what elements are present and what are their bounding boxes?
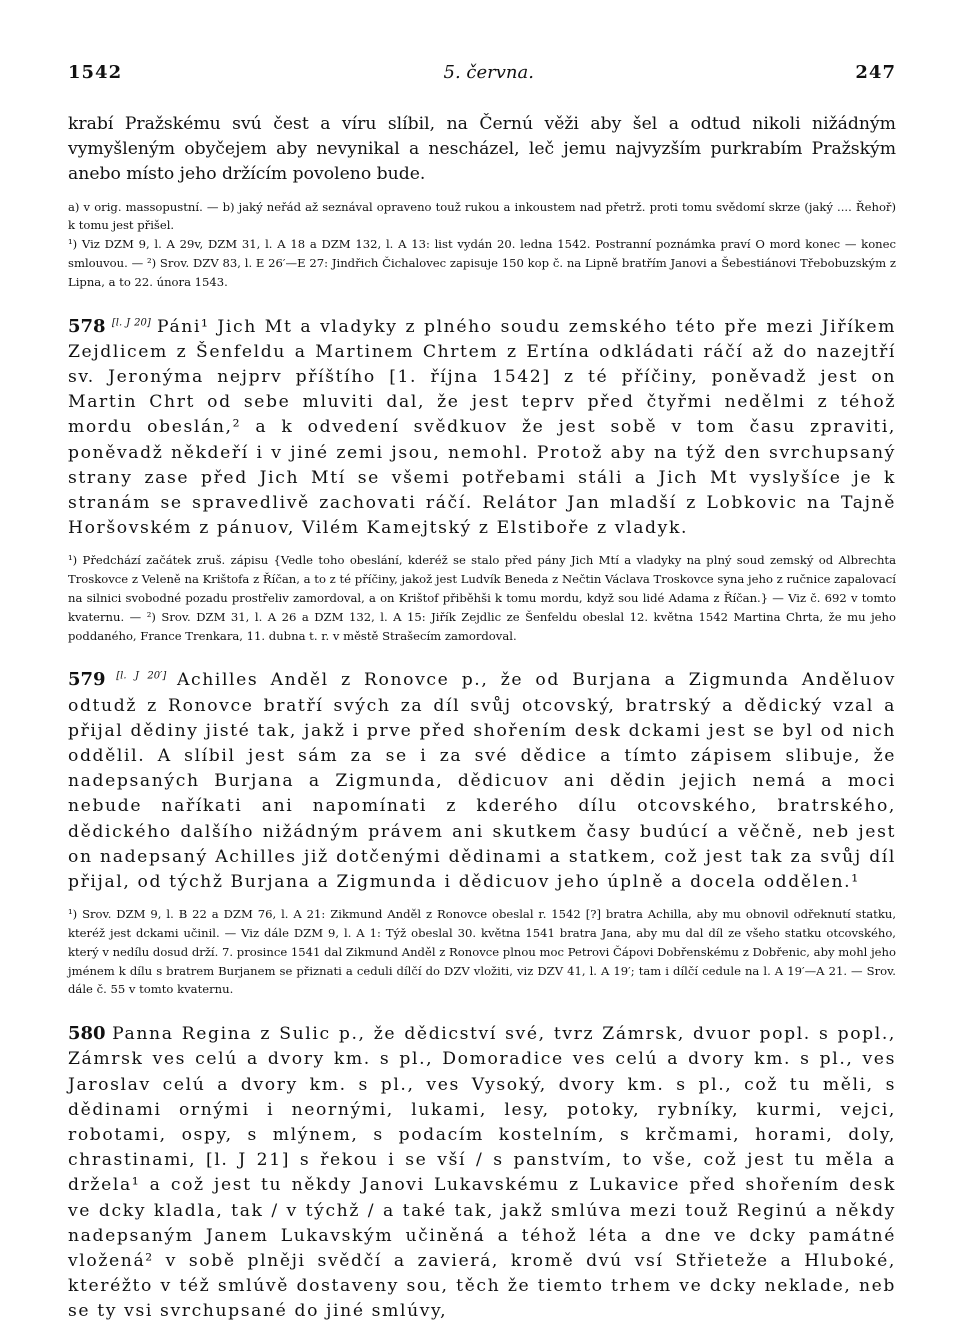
intro-paragraph: krabí Pražskému svú čest a víru slíbil, na Černú věži aby šel a odtud nikoli nižádným vymyšleným obyčejem aby nevynikal a nescházel, leč jemu najvyzším purkrabím Pražským anebo místo jeho držícím povoleno bude. (68, 114, 896, 185)
page-number: 247 (855, 62, 896, 83)
entry-number: 579 (68, 669, 106, 691)
entry-580 (68, 1021, 896, 1324)
entry-notes: ¹) Předchází začátek zruš. zápisu {Vedle toho obeslání, kderéž se stalo před pány Jich Mtí a vladyky na plný soud zemský od Albrechta Troskovce z Veleně na Krištofa z Říčan, a to z té příčiny, jakož jest Ludvík Beneda z Nečtin Václava Troskovce syna jeho z ručnice zapalovací na silnici svobodné pozadu prostřeliv zamordoval, a on Krištof přiběhši k tomu mordu, když sou lidé Adama z Říčan.} — Viz č. 692 v tomto kvaternu. — ²) Srov. DZM 31, l. A 26 a DZM 132, l. A 15: Jiřík Zejdlic ze Šenfeldu obeslal 12. května 1542 Martina Chrta, že mu jeho poddaného, France Trenkara, 11. dubna t. r. v městě Strašecím zamordoval. (68, 553, 896, 643)
header-year: 1542 (68, 62, 123, 83)
entry-number: 578 (68, 315, 106, 337)
running-header (68, 62, 896, 88)
folio-marker: [l. J 20] (111, 316, 151, 328)
header-date: 5. června. (443, 62, 534, 83)
folio-marker: [l. J 20′] (116, 670, 167, 682)
numbered-notes: ¹) Viz DZM 9, l. A 29v, DZM 31, l. A 18 a DZM 132, l. A 13: list vydán 20. ledna 1542. Postranní poznámka praví O mord konec — konec smlouvou. — ²) Srov. DZV 83, l. E 26′—E 27: Jindřich Čichalovec zapisuje 150 kop č. na Lipně bratřím Janovi a Šebestiánovi Třebobuzským z Lipna, a to 22. února 1543. (68, 237, 896, 289)
entry-578 (68, 314, 896, 646)
entry-text: Achilles Anděl z Ronovce p., že od Burjana a Zigmunda Anděluov odtudž z Ronovce bratří svých za díl svůj otcovský, bratrský a dědický vzal a přijal dědiny jisté tak, jakž i prve před shořením desk dckami jest se byl od nich oddělil. A slíbil jest sám za se i za své dědice a tímto zápisem slibuje, že nadepsaných Burjana a Zigmunda, dědicuov ani dědin jejich nemá a moci nebude naříkati ani napomínati z kderého dílu otcovského, bratrského, dědického dalšího nižádným právem ani skutkem časy budúcí a věčně, neb jest on nadepsaný Achilles již dotčenými dědinami a statkem, což jest tak za svůj díl přijal, od týchž Burjana a Zigmunda i dědicuov jeho úplně a docela oddělen.¹ (68, 670, 896, 893)
entry-notes: ¹) Srov. DZM 9, l. B 22 a DZM 76, l. A 21: Zikmund Anděl z Ronovce obeslal r. 1542 [?] bratra Achilla, aby mu obnovil odřeknutí statku, kteréž jest dckami učinil. — Viz dále DZM 9, l. A 1: Týž obeslal 30. května 1541 bratra Jana, aby mu dal díl ze všeho statku otcovského, který v nedílu dosud drží. 7. prosince 1541 dal Zikmund Anděl z Ronovce plnou moc Petrovi Čápovi Dobřenskému z Dobřenic, aby mohl jeho jménem k dílu s bratrem Burjanem se přiznati a ceduli dílčí do DZV vložiti, viz DZV 41, l. A 19′; tam i dílčí cedule na l. A 19′—A 21. — Srov. dále č. 55 v tomto kvaternu. (68, 907, 896, 997)
intro-notes (68, 198, 896, 292)
entry-text: Páni¹ Jich Mt a vladyky z plného soudu zemského této pře mezi Jiříkem Zejdlicem z Šenfeldu a Martinem Chrtem z Ertína odkládati ráčí až do nazejtří sv. Jeronýma nejprv příštího [1. října 1542] z té příčiny, poněvadž jest on Martin Chrt od sebe mluviti dal, že jest teprv před čtyřmi nedělmi z téhož mordu obeslán,² a k odvedení svědkuov že jest sobě v tom času zpraviti, poněvadž někdeří i v jiné zemi jsou, nemohl. Protož aby na týž den svrchupsaný strany zase před Jich Mtí se všemi potřebami stáli a Jich Mt vyslyšíce je k stranám se spravedlivě zachovati ráčí. Relátor Jan mladší z Lobkovic na Tajně Horšovském z pánuov, Vilém Kamejtský z Elstiboře z vladyk. (68, 316, 896, 539)
variant-notes: a) v orig. massopustní. — b) jaký neřád až seznával opraveno touž rukou a inkoustem nad přetrž. proti tomu svědomí skrze (jaký .... Řehoř) k tomu jest přišel. (68, 199, 896, 233)
entry-number: 580 (68, 1023, 106, 1045)
page (68, 62, 896, 1325)
entry-579 (68, 667, 896, 999)
entry-text: Panna Regina z Sulic p., že dědicství své, tvrz Zámrsk, dvuor popl. s popl., Zámrsk ves celú a dvory km. s pl., Domoradice ves celú a dvory km. s pl., ves Jaroslav celú a dvory km. s pl., ves Vysoký, dvory km. s pl., což tu měli, s dědinami ornými i neornými, lukami, lesy, potoky, rybníky, kurmi, vejci, robotami, ospy, s mlýnem, s podacím kostelním, s krčmami, horami, doly, chrastinami, [l. J 21] s řekou i se vší / s panstvím, to vše, což jest tu měla a držela¹ a což jest tu někdy Janovi Lukavskému z Lukavice před shořením desk ve dcky kladla, tak / v týchž / a také tak, jakž smlúva mezi touž Reginú a někdy nadepsaným Janem Lukavským učiněná a téhož léta a dne ve dcky památné vložená² v sobě plněji svědčí a zavierá, kromě dvú vsí Střieteže a Hluboké, kteréžto v též smlúvě dostaveny sou, těch že tiemto trhem ve dcky neklade, neb se ty vsi svrchupsané do jiné smlúvy, (68, 1024, 896, 1322)
